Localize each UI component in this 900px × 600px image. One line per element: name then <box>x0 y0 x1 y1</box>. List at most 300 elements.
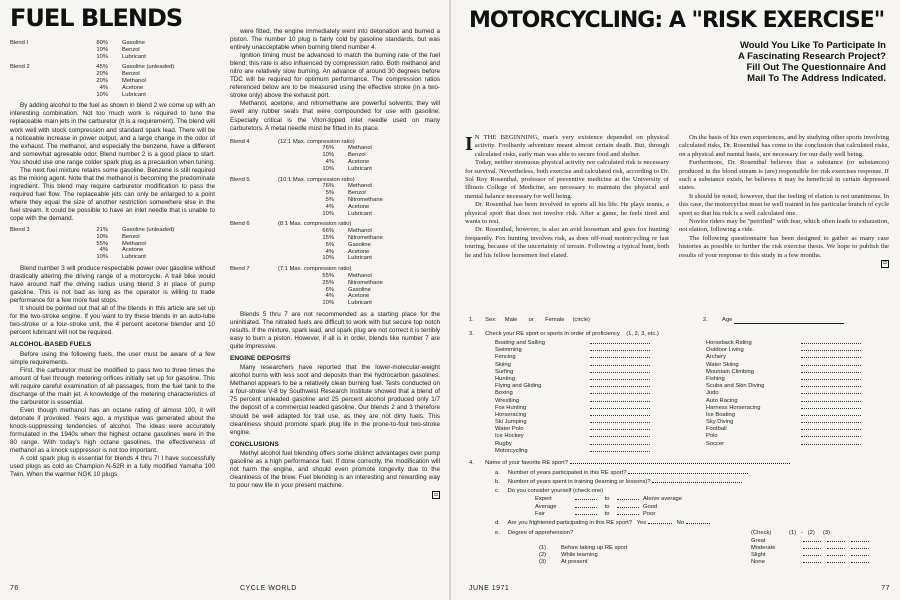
skill-option[interactable]: Average <box>535 503 557 510</box>
blend-percent: 10% <box>96 46 108 53</box>
blend-name: Blend I <box>10 40 29 46</box>
sport-rank-field[interactable] <box>590 436 650 437</box>
blend-row <box>10 54 146 61</box>
sport-label: Fencing <box>495 354 516 361</box>
blend-row <box>230 177 383 184</box>
sport-label: Archery <box>706 354 726 361</box>
blend-percent: 10% <box>322 210 334 217</box>
blend-ingredient: Benzol <box>122 46 140 53</box>
sport-item[interactable] <box>495 354 670 361</box>
end-mark-icon-right: ◘ <box>881 260 889 268</box>
blend-name <box>10 241 58 248</box>
blend-row <box>230 280 383 287</box>
blend-percent: 20% <box>96 71 108 78</box>
sport-label: Harness Horseracing <box>706 404 761 411</box>
sport-label: Fox Hunting <box>495 404 527 411</box>
sport-label: Motorcycling <box>495 447 528 454</box>
blend-percent: 6% <box>325 286 334 293</box>
apprehension-item <box>539 552 627 559</box>
sports-list-left <box>495 340 670 455</box>
blend-percent: 4% <box>325 248 334 255</box>
blend-percent: 5% <box>325 190 334 197</box>
blend-name <box>230 190 278 197</box>
blend-percent: 4% <box>325 159 334 165</box>
age-field[interactable] <box>734 323 844 324</box>
sport-rank-field[interactable] <box>801 415 861 416</box>
page-number-left: 76 <box>10 585 19 592</box>
blend-percent: 45% <box>96 64 108 71</box>
q4: 4. Name of your favorite RE sport? <box>469 460 790 467</box>
magazine-name: CYCLE WORLD <box>240 585 297 592</box>
apprehension-check[interactable] <box>803 548 821 549</box>
blend-name <box>10 71 58 78</box>
blend-row <box>10 247 174 254</box>
sport-rank-field[interactable] <box>801 444 861 445</box>
blend-row <box>230 228 383 235</box>
blend-row <box>10 40 146 47</box>
blend-percent: 25% <box>322 279 334 286</box>
to-label: to <box>604 511 610 517</box>
apprehension-level: Slight <box>751 552 766 558</box>
sport-rank-field[interactable] <box>801 408 861 409</box>
years-participated-field[interactable] <box>628 473 748 474</box>
blend-row <box>230 145 372 152</box>
blend-3-table <box>10 227 174 261</box>
sport-label: Swimming <box>495 347 522 354</box>
sport-label: Polo <box>706 433 718 440</box>
blend-ingredient: Lubricant <box>348 210 372 217</box>
blend-ingredient: Acetone <box>348 203 370 210</box>
blend-percent: 5% <box>325 196 334 203</box>
sport-item[interactable] <box>706 412 876 419</box>
sport-item[interactable] <box>706 390 876 397</box>
blend-ingredient: Acetone <box>348 248 370 255</box>
blend-name <box>230 293 278 300</box>
blend-row <box>230 166 372 173</box>
paragraph: First, the carburetor must be modified to pass two to three times the amount of fuel through metering orifices initially set up for gasoline. This will require careful examination of all passages, from the fuel tank to the discharge of the main jet. A knowledge of the metering characteristics of the carburetor is essential. <box>10 366 215 406</box>
sport-item[interactable] <box>706 354 876 361</box>
apprehension-check[interactable] <box>803 562 821 563</box>
blend-name <box>230 211 278 218</box>
sport-item[interactable] <box>495 412 670 419</box>
blend-ingredient: Gasoline (unleaded) <box>122 227 175 234</box>
blend-percent: 10% <box>322 152 334 159</box>
blend-ingredient: Gasoline (unleaded) <box>122 64 175 71</box>
blend-percent: 4% <box>325 293 334 300</box>
years-training-field[interactable] <box>652 482 742 483</box>
blend-name <box>230 204 278 211</box>
sport-label: Ski Jumping <box>495 419 527 426</box>
item-number: (1) <box>539 545 547 551</box>
blend-percent: 55% <box>322 272 334 279</box>
sport-item[interactable] <box>495 383 670 390</box>
compression-ratio: (12:1 Max. compression ratio) <box>278 138 355 145</box>
apprehension-level-row <box>751 538 875 545</box>
sport-label: Football <box>706 426 727 433</box>
paragraph: The next fuel mixture retains some gasoline. Benzene is still required as the mixing agent. Note that the methanol is becoming the predominate ingredient. This blend may require carburetor modification to pass the required fuel flow. The replaceable jets can only be enlarged to a point where they equal the size of another restriction somewhere else in the fuel stream. It could be possible to have an inlet needle that is unable to cope with the demand. <box>10 166 215 223</box>
paragraph: Before using the following fuels, the user must be aware of a few simple requirements. <box>10 350 215 366</box>
compression-ratio: (8:1 Max. compression ratio) <box>278 221 352 228</box>
sport-rank-field[interactable] <box>590 365 650 366</box>
skill-option-row <box>535 504 682 512</box>
apprehension-check[interactable] <box>851 548 869 549</box>
blend-name: Blend 5 <box>230 176 250 183</box>
blend-percent: 10% <box>322 165 334 172</box>
blend-row <box>230 204 383 211</box>
blend-ingredient: Lubricant <box>122 91 146 98</box>
sport-rank-field[interactable] <box>590 343 650 344</box>
apprehension-check[interactable] <box>851 541 869 542</box>
paragraph: Ignition timing must be advanced to match the burning rate of the fuel blend; this rate is also influenced by compression ratio. Both methanol and nitro are relatively slow burning. An advance of around 30 degrees before TDC will be required for optimum performance. The compression ratios referenced below are to be measured using the effective stroke (in a two-stroke only) above the exhaust port. <box>230 52 440 100</box>
blend-ingredient: Nitromethane <box>348 234 383 241</box>
sport-item[interactable] <box>495 347 670 354</box>
sport-rank-field[interactable] <box>590 415 650 416</box>
heading-alcohol-fuels: ALCOHOL-BASED FUELS <box>10 341 92 349</box>
sport-rank-field[interactable] <box>801 365 861 366</box>
sport-label: Outdoor Living <box>706 347 744 354</box>
sport-label: Fishing <box>706 375 725 382</box>
heading-conclusions: CONCLUSIONS <box>230 440 279 448</box>
blend-ingredient: Lubricant <box>348 300 372 307</box>
blend-row <box>230 211 383 218</box>
blend-row <box>230 235 383 242</box>
sport-rank-field[interactable] <box>801 393 861 394</box>
apprehension-check[interactable] <box>827 541 845 542</box>
blend-row <box>230 266 383 273</box>
sport-item[interactable] <box>495 433 670 440</box>
sport-rank-field[interactable] <box>590 401 650 402</box>
sport-rank-field[interactable] <box>590 408 650 409</box>
female-option[interactable]: Female <box>545 317 565 323</box>
sport-item[interactable] <box>706 383 876 390</box>
blend-row <box>10 71 174 78</box>
blend-percent: 10% <box>322 300 334 307</box>
left-column-1 <box>10 38 215 583</box>
sport-item[interactable] <box>706 441 876 448</box>
blend-name <box>10 54 58 61</box>
paragraph: Furthermore, Dr. Rosenthal believes that a substance (or substances) produced in the blood stream is (are) responsible for risk exercises response. If such a substance exists, he believes it may be beneficial in certain depressed states. <box>679 159 889 192</box>
sport-label: Ice Boating <box>706 411 736 418</box>
blend-ingredient: Lubricant <box>348 165 372 172</box>
blend-row <box>230 255 383 262</box>
blend-ingredient: Methanol <box>122 240 146 247</box>
heading-engine-deposits: ENGINE DEPOSITS <box>230 355 291 363</box>
paragraph: It should be pointed out that all of the blends in this article are set up for the two-stroke engine. If you want to try these blends in an auto-lube two-stroke or a four-stroke unit, the 4 percent acetone blender and 10 percent lubricant will not be required. <box>10 305 215 337</box>
item-label: At present <box>561 559 588 565</box>
blend-row <box>230 249 383 256</box>
blend-1-table <box>10 40 146 60</box>
blend-row <box>10 241 174 248</box>
sport-label: Horseracing <box>495 411 527 418</box>
blend-name <box>230 300 278 307</box>
q4e-check-header: (Check) (1) - (2) (3) <box>751 530 830 536</box>
paragraph: Today, neither strenuous physical activity nor calculated risk is necessary for survival. Nevertheless, both exercise and calculated risk, according to Dr. Sol Roy Rosenthal, professor of preventive medicine at the University of Illinois College of Medicine, are necessary to maintain the physical and mental balance necessary for well being. <box>465 159 669 200</box>
sport-item[interactable] <box>706 362 876 369</box>
q2-age: 2. Age <box>703 317 844 324</box>
sport-rank-field[interactable] <box>801 350 861 351</box>
sport-label: Mountain Climbing <box>706 368 755 375</box>
left-page <box>0 0 449 600</box>
q4e: e. Degree of apprehension? <box>495 530 574 536</box>
blend-row <box>230 152 372 159</box>
blend-name: Blend 3 <box>10 227 30 234</box>
blend-row <box>10 47 146 54</box>
paragraph: Many researchers have reported that the lower-molecular-weight alcohol burns with less soot and deposits than the hydrocarbon gasolines. Methanol appears to be a relatively clean burning fuel. Tests conducted on a four-stroke V-8 by Southwest Research Institute showed that a blend of 75 percent unleaded gasoline and 25 percent alcohol produced only 1/7 the deposit of a commercial leaded gasoline. Our blends 2 and 3 therefore should be well adapted for trail use, as they are not dirty fuels. This cleanliness should promote spark plug life in the prone-to-foul two-stroke engine. <box>230 364 440 436</box>
sport-item[interactable] <box>495 448 670 455</box>
paragraph: On the basis of his own experiences, and by studying other sports involving calculated risks, Dr. Rosenthal has come to the conclusion that calculated risks, on a physical and mental basis, are necessary for our daily well being. <box>679 134 889 158</box>
sport-rank-field[interactable] <box>590 386 650 387</box>
blend-ingredient: Benzol <box>122 233 140 240</box>
blend-name: Blend 6 <box>230 221 250 228</box>
blend-name <box>230 235 278 242</box>
sport-item[interactable] <box>495 426 670 433</box>
blend-ingredient: Gasoline <box>348 241 371 248</box>
sport-item[interactable] <box>495 376 670 383</box>
skill-option[interactable]: Poor <box>643 511 656 517</box>
blend-name <box>230 287 278 294</box>
paragraph: The following questionnaire has been designed to gather as many case histories as possible to further the risk exercise thesis. We hope to publish the results of your response to this study in a few months. <box>679 234 889 259</box>
apprehension-item <box>539 545 627 552</box>
blend-name <box>10 47 58 54</box>
apprehension-level: Great <box>751 538 766 544</box>
sport-rank-field[interactable] <box>590 444 650 445</box>
blend-name <box>10 92 58 99</box>
skill-option[interactable]: Expert <box>535 496 552 502</box>
sport-label: Ice Hockey <box>495 433 524 440</box>
paragraph: Methanol, acetone, and nitromethane are powerful solvents; they will swell any rubber seals that were compounded for use with gasoline. Especially critical is the Viton-tipped inlet needle used on many carburetors. A metal needle must be fitted in its place. <box>230 100 440 132</box>
skill-option[interactable]: Above average <box>643 496 682 502</box>
no-option[interactable]: No <box>676 520 685 526</box>
paragraph: By adding alcohol to the fuel as shown in blend 2 we come up with an interesting combination. Not too much work is required to tune the replaceable main jets in the carburetor (it is a requirement). The blend will work well with stock compression and standard spark lead. There will be a noticeable increase in power output, and a large change in the odor of the exhaust. The methanol, and especially the benzene, have a different and somewhat agreeable odor. Blend number 2 is a good place to start. You should use one range colder spark plug as a precaution when tuning. <box>10 102 215 166</box>
blend-percent: 4% <box>99 247 108 254</box>
blend-percent: 4% <box>325 203 334 210</box>
sport-item[interactable] <box>495 419 670 426</box>
paragraph: It should be noted, however, that the feeling of elation is not unanimous. In this case, the motorcyclist must be well trained in his particular branch of cycle sport so that his risk is a well calculated one. <box>679 192 889 217</box>
sport-item[interactable] <box>706 340 876 347</box>
page-number-right: 77 <box>881 585 890 592</box>
sport-rank-field[interactable] <box>590 429 650 430</box>
sport-item[interactable] <box>706 398 876 405</box>
q4b: b. Number of years spent in training (learning or lessons)? <box>495 479 742 486</box>
blend-row <box>10 227 174 234</box>
skill-option[interactable]: Good <box>643 503 658 510</box>
blend-percent: 76% <box>322 183 334 190</box>
to-label: to <box>604 496 610 502</box>
blend-ingredient: Methanol <box>348 228 372 235</box>
blend-row <box>10 64 174 71</box>
end-mark-icon: ◘ <box>432 491 440 499</box>
sport-rank-field[interactable] <box>801 372 861 373</box>
sport-rank-field[interactable] <box>801 401 861 402</box>
apprehension-check[interactable] <box>827 555 845 556</box>
q1-sex: 1. Sex: Male or Female (circle) <box>469 317 590 323</box>
sport-label: Rugby <box>495 440 512 447</box>
to-label: to <box>604 503 610 510</box>
blend-4-table <box>230 139 372 173</box>
blend-name: Blend 7 <box>230 266 250 273</box>
sport-item[interactable] <box>706 426 876 433</box>
paragraph: Novice riders may be "petrified" with fear, which often leads to exhaustion, not elation, following a ride. <box>679 218 889 234</box>
item-number: (2) <box>539 552 547 558</box>
blend-name <box>230 255 278 262</box>
sport-label: Water Polo <box>495 426 524 433</box>
paragraph: Blend number 3 will produce respectable power over gasoline without drastically altering the driving range of a motorcycle. A trail bike would have around half the driving radius using blend 3 in place of pump gasoline. This is not bad as long as the operator is willing to trade performance for a few more fuel stops. <box>10 265 215 305</box>
sport-item[interactable] <box>706 376 876 383</box>
apprehension-item <box>539 559 627 566</box>
apprehension-check[interactable] <box>827 548 845 549</box>
sport-label: Boating and Sailing <box>495 340 545 346</box>
sport-rank-field[interactable] <box>590 372 650 373</box>
sport-label: Flying and Gliding <box>495 383 542 390</box>
sport-label: Soccer <box>706 440 725 447</box>
item-label: While learning <box>561 552 598 558</box>
blend-name <box>10 254 58 261</box>
blend-ingredient: Acetone <box>122 84 144 91</box>
sport-rank-field[interactable] <box>590 350 650 351</box>
sport-item[interactable] <box>495 398 670 405</box>
apprehension-check[interactable] <box>827 562 845 563</box>
apprehension-level: None <box>751 559 765 565</box>
sport-item[interactable] <box>706 433 876 440</box>
apprehension-check[interactable] <box>851 555 869 556</box>
paragraph: were fitted, the engine immediately went into detonation and burned a piston. The number 10 plug is fairly cold by gasoline standards, but was entirely unacceptable when burning blend number 4. <box>230 28 440 52</box>
blend-name <box>10 247 58 254</box>
sport-label: Skiing <box>495 361 511 368</box>
sport-label: Water Skiing <box>706 361 739 368</box>
blend-row <box>10 92 174 99</box>
q4c-options <box>535 496 682 519</box>
item-label: Before taking up RE sport <box>561 545 628 551</box>
blend-percent: 10% <box>96 53 108 60</box>
blend-percent: 20% <box>96 77 108 84</box>
blend-name <box>10 78 58 85</box>
blend-percent: 76% <box>322 145 334 152</box>
blend-percent: 10% <box>96 91 108 98</box>
sport-rank-field[interactable] <box>590 357 650 358</box>
paragraph: Blends 5 thru 7 are not recommended as a starting place for the uninitiated. The nitrated fuels are difficult to work with but secure top notch results. If the mixture, spark lead, and spark plug are not correct it is terribly easy to burn a piston. However, if all is in order, blends like number 7 are quite impressive. <box>230 310 440 351</box>
blend-row <box>230 273 383 280</box>
sport-label: Sky Diving <box>706 419 734 426</box>
blend-row <box>230 293 383 300</box>
blend-row <box>230 139 372 146</box>
sport-item[interactable] <box>495 390 670 397</box>
sport-rank-field[interactable] <box>590 393 650 394</box>
blend-ingredient: Benzol <box>122 71 140 78</box>
sport-item[interactable] <box>706 369 876 376</box>
sport-rank-field[interactable] <box>590 379 650 380</box>
blend-ingredient: Gasoline <box>122 40 145 46</box>
paragraph: Even though methanol has an octane rating of almost 100, it will detonate if provoked. Years ago, a mystique was generated about the knock-suppressing tendencies of alcohol. The ideas were accurately formulated in the 1940s when the highest octane gasolines were in the 80 range. With today's high octane gasolines, the effectiveness of methanol as a knock suppressor is not too important. <box>10 406 215 455</box>
sport-rank-field[interactable] <box>801 357 861 358</box>
skill-option[interactable]: Fair <box>535 511 545 517</box>
paragraph: Methyl alcohol fuel blending offers some distinct advantages over pump gasoline as a high performance fuel. If done correctly, the modification will not harm the engine, and should even promote longevity due to the cleanliness of the brew. Fuel blending is an interesting and rewarding way to pour new life in your present machine. <box>230 449 440 489</box>
blend-ingredient: Lubricant <box>122 53 146 60</box>
q4e-levels <box>751 538 875 566</box>
blend-6-table <box>230 221 383 262</box>
sport-item[interactable] <box>706 347 876 354</box>
article-title: FUEL BLENDS <box>10 4 183 32</box>
sport-item[interactable] <box>495 441 670 448</box>
apprehension-check[interactable] <box>803 555 821 556</box>
blend-percent: 66% <box>322 228 334 235</box>
sport-rank-field[interactable] <box>801 386 861 387</box>
apprehension-level-row <box>751 559 875 566</box>
male-option[interactable]: Male <box>504 317 518 323</box>
blend-ingredient: Nitromethane <box>348 279 383 286</box>
skill-option-row <box>535 511 682 519</box>
blend-row <box>10 78 174 85</box>
compression-ratio: (7:1 Max. compression ratio) <box>278 266 352 273</box>
q4d: d. Are you frightened participating in this RE sport? Yes No <box>495 520 710 527</box>
sport-item[interactable] <box>495 362 670 369</box>
apprehension-check[interactable] <box>803 541 821 542</box>
sport-label: Horseback Riding <box>706 340 752 346</box>
blend-name <box>230 280 278 287</box>
article-title-right: MOTORCYCLING: A "RISK EXERCISE" <box>469 8 885 33</box>
sport-item[interactable] <box>706 405 876 412</box>
sport-rank-field[interactable] <box>801 429 861 430</box>
apprehension-level: Moderate <box>751 545 776 551</box>
blend-name <box>230 152 278 159</box>
blend-row <box>230 159 372 166</box>
sport-rank-field[interactable] <box>801 422 861 423</box>
blend-percent: 10% <box>322 255 334 262</box>
issue-date: JUNE 1971 <box>469 585 510 592</box>
blend-row <box>230 300 383 307</box>
sport-rank-field[interactable] <box>801 343 861 344</box>
blend-ingredient: Acetone <box>122 247 144 254</box>
blend-ingredient: Nitromethane <box>348 196 383 203</box>
blend-name <box>230 242 278 249</box>
q4a: a. Number of years participated in this RE sport? <box>495 470 748 477</box>
blend-percent: 15% <box>322 234 334 241</box>
blend-7-table <box>230 266 383 307</box>
blend-row <box>10 234 174 241</box>
sport-label: Judo <box>706 390 719 397</box>
apprehension-level-row <box>751 552 875 559</box>
blend-percent: 80% <box>96 40 108 46</box>
blend-2-table <box>10 64 174 98</box>
sport-rank-field[interactable] <box>801 379 861 380</box>
paragraph: A cold spark plug is essential for blends 4 thru 7! I have successfully used plugs as cold as Champion N-52R in a fully modified Yamaha 100 Twin. When the warmer NGK 10 plugs <box>10 455 215 479</box>
blend-ingredient: Lubricant <box>122 254 146 261</box>
sport-item[interactable] <box>495 405 670 412</box>
sport-item[interactable] <box>706 419 876 426</box>
blend-ingredient: Gasoline <box>348 286 371 293</box>
sport-rank-field[interactable] <box>801 436 861 437</box>
sport-rank-field[interactable] <box>590 422 650 423</box>
sport-item[interactable] <box>495 369 670 376</box>
sport-label: Scuba and Skin Diving <box>706 383 765 390</box>
right-page <box>451 0 900 600</box>
sport-rank-field[interactable] <box>590 451 650 452</box>
sport-item[interactable] <box>495 340 670 347</box>
paragraph: Dr. Rosenthal, however, is also an avid horseman and goes fox hunting frequently. Fox hunting involves risk, as does off-road motorcycling or fast touring, because of the uncertainty of terrain. Following a typical hunt, both he and his fellow horsemen feel elated. <box>465 226 669 259</box>
favorite-sport-field[interactable] <box>570 463 790 464</box>
subtitle: Would You Like To Participate In A Fascinating Research Project? Fill Out The Questionnaire And Mail To The Address Indicated. <box>737 40 886 84</box>
left-column-2 <box>230 28 440 584</box>
skill-option-row <box>535 496 682 504</box>
apprehension-check[interactable] <box>851 562 869 563</box>
blend-name: Blend 2 <box>10 64 30 71</box>
item-number: (3) <box>539 559 547 565</box>
yes-option[interactable]: Yes <box>636 520 647 526</box>
blend-ingredient: Methanol <box>122 77 146 84</box>
blend-percent: 10% <box>96 233 108 240</box>
blend-percent: 10% <box>96 254 108 261</box>
sport-label: Boxing <box>495 390 513 397</box>
blend-percent: 55% <box>96 240 108 247</box>
